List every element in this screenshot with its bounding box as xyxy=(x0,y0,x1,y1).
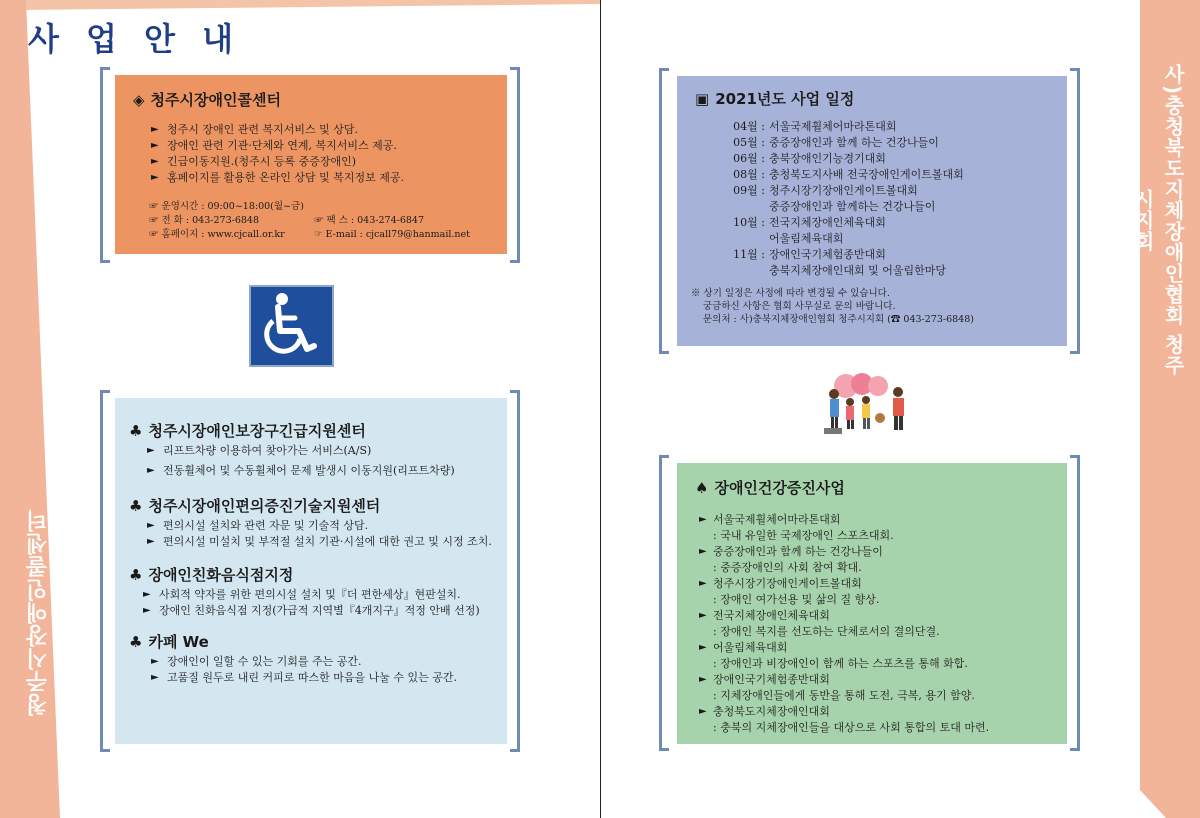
section-heading: 청주시장애인보장구긴급지원센터 xyxy=(148,422,366,440)
right-page xyxy=(600,0,1200,818)
vertical-org-name: 사)충청북도지체장애인협회 청주시지회 xyxy=(1131,63,1185,377)
list-item: ► 사회적 약자를 위한 편의시설 설치 및『더 편한세상』현판설치. xyxy=(143,588,461,601)
callcenter-panel xyxy=(115,75,507,254)
arrow-icon: ► xyxy=(151,156,159,167)
hours: ☞ 운영시간 : 09:00~18:00(월~금) xyxy=(149,201,304,212)
arrow-icon: ► xyxy=(699,546,707,557)
list-item: ► 충청북도지체장애인대회 xyxy=(699,705,830,718)
bracket-right xyxy=(510,390,520,752)
arrow-icon: ► xyxy=(143,589,151,600)
club-icon: ♣ xyxy=(129,565,143,584)
club-icon: ♣ xyxy=(129,421,143,440)
list-item: ► 전국지체장애인체육대회 xyxy=(699,609,830,622)
schedule-row: 04월 : 서울국제휠체어마라톤대회 xyxy=(733,120,897,133)
club-icon: ♣ xyxy=(129,496,143,515)
arrow-icon: ► xyxy=(699,642,707,653)
support-panel xyxy=(115,398,507,744)
arrow-icon: ► xyxy=(151,172,159,183)
schedule-row: 06월 : 충북장애인기능경기대회 xyxy=(733,152,886,165)
schedule-heading: 2021년도 사업 일정 xyxy=(715,90,855,108)
arrow-icon: ► xyxy=(151,656,159,667)
square-icon: ▣ xyxy=(695,89,710,108)
list-item: ► 홈페이지를 활용한 온라인 상담 및 복지정보 제공. xyxy=(151,171,404,184)
bracket-left xyxy=(659,68,669,354)
list-item: ► 전동휠체어 및 수동휠체어 문제 발생시 이동지원(리프트차량) xyxy=(147,464,455,477)
page-title: 사 업 안 내 xyxy=(28,20,242,58)
schedule-row: 09월 : 청주시장기장애인게이트볼대회 중증장애인과 함께하는 건강나들이 xyxy=(733,184,936,213)
schedule-row: 05월 : 중증장애인과 함께 하는 건강나들이 xyxy=(733,136,939,149)
arrow-icon: ► xyxy=(151,140,159,151)
schedule-note: ※ 상기 일정은 사정에 따라 변경될 수 있습니다. 궁금하신 사항은 협회 사무실로 문의 바랍니다. 문의처 : 사)충북지체장애인협회 청주시지회 (☎ 043-273-6848) xyxy=(691,288,974,325)
phone: ☞ 전 화 : 043-273-6848 xyxy=(149,215,259,226)
section-heading: 장애인친화음식점지정 xyxy=(148,566,294,584)
arrow-icon: ► xyxy=(151,124,159,135)
vertical-org-name: 청주시장애인콜센터 xyxy=(26,509,51,716)
bracket-left xyxy=(659,455,669,751)
wheelchair-icon xyxy=(249,285,334,367)
list-item-desc: : 중증장애인의 사회 참여 확대. xyxy=(713,561,862,574)
arrow-icon: ► xyxy=(147,520,155,531)
bracket-right xyxy=(1070,68,1080,354)
schedule-panel xyxy=(677,76,1067,346)
callcenter-list xyxy=(129,122,493,186)
health-panel xyxy=(677,463,1067,744)
family-illustration xyxy=(818,372,918,438)
arrow-icon: ► xyxy=(147,536,155,547)
section-heading: 청주시장애인편의증진기술지원센터 xyxy=(148,497,381,515)
bracket-left xyxy=(100,67,110,263)
email-link[interactable]: ☞ E-mail : cjcall79@hanmail.net xyxy=(314,229,470,240)
arrow-icon: ► xyxy=(699,578,707,589)
list-item: ► 장애인 친화음식점 지정(가급적 지역별『4개지구』적정 안배 선정) xyxy=(143,604,480,617)
arrow-icon: ► xyxy=(699,674,707,685)
callcenter-info xyxy=(129,200,493,242)
list-item-desc: : 국내 유일한 국제장애인 스포츠대회. xyxy=(713,529,894,542)
schedule-row: 10월 : 전국지체장애인체육대회 어울림체육대회 xyxy=(733,216,886,245)
bracket-left xyxy=(100,390,110,752)
fax: ☞ 팩 스 : 043-274-6847 xyxy=(314,215,424,226)
list-item: ► 긴급이동지원.(청주시 등록 중증장애인) xyxy=(151,155,357,168)
list-item: ► 리프트차량 이용하여 찾아가는 서비스(A/S) xyxy=(147,444,372,457)
list-item-desc: : 충북의 지체장애인들을 대상으로 사회 통합의 토대 마련. xyxy=(713,721,990,734)
list-item: ► 편의시설 미설치 및 부적절 설치 기관·시설에 대한 권고 및 시정 조치. xyxy=(147,535,492,548)
schedule-row: 11월 : 장애인국기체험종반대회 충북지체장애인대회 및 어울림한마당 xyxy=(733,248,947,277)
list-item: ► 장애인 관련 기관·단체와 연계, 복지서비스 제공. xyxy=(151,139,397,152)
homepage-link[interactable]: ☞ 홈페이지 : www.cjcall.or.kr xyxy=(149,229,285,240)
list-item: ► 청주시장기장애인게이트볼대회 xyxy=(699,577,862,590)
health-list xyxy=(691,512,1053,736)
arrow-icon: ► xyxy=(143,605,151,616)
arrow-icon: ► xyxy=(699,514,707,525)
section-heading: 카페 We xyxy=(148,633,209,651)
list-item-desc: : 장애인 여가선용 및 삶의 질 향상. xyxy=(713,593,880,606)
callcenter-heading: 청주시장애인콜센터 xyxy=(150,91,281,109)
arrow-icon: ► xyxy=(147,465,155,476)
list-item-desc: : 장애인과 비장애인이 함께 하는 스포츠를 통해 화합. xyxy=(713,657,968,670)
schedule-row: 08월 : 충청북도지사배 전국장애인게이트볼대회 xyxy=(733,168,964,181)
bracket-right xyxy=(1070,455,1080,751)
list-item: ► 고품질 원두로 내린 커피로 따스한 마음을 나눌 수 있는 공간. xyxy=(151,671,457,684)
list-item: ► 장애인이 일할 수 있는 기회를 주는 공간. xyxy=(151,655,362,668)
club-icon: ♣ xyxy=(129,632,143,651)
list-item: ► 어울림체육대회 xyxy=(699,641,788,654)
arrow-icon: ► xyxy=(699,706,707,717)
bracket-right xyxy=(510,67,520,263)
list-item: ► 서울국제휠체어마라톤대회 xyxy=(699,513,841,526)
health-heading: 장애인건강증진사업 xyxy=(714,479,845,497)
schedule-list xyxy=(691,119,1053,279)
list-item: ► 편의시설 설치와 관련 자문 및 기술적 상담. xyxy=(147,519,369,532)
arrow-icon: ► xyxy=(699,610,707,621)
list-item: ► 장애인국기체험종반대회 xyxy=(699,673,830,686)
diamond-icon: ◈ xyxy=(133,90,145,109)
arrow-icon: ► xyxy=(147,445,155,456)
spade-icon: ♠ xyxy=(695,478,709,497)
list-item: ► 청주시 장애인 관련 복지서비스 및 상담. xyxy=(151,123,358,136)
list-item-desc: : 지체장애인들에게 동반을 통해 도전, 극복, 용기 함양. xyxy=(713,689,975,702)
list-item-desc: : 장애인 복지를 선도하는 단체로서의 결의단결. xyxy=(713,625,940,638)
list-item: ► 중증장애인과 함께 하는 건강나들이 xyxy=(699,545,883,558)
arrow-icon: ► xyxy=(151,672,159,683)
